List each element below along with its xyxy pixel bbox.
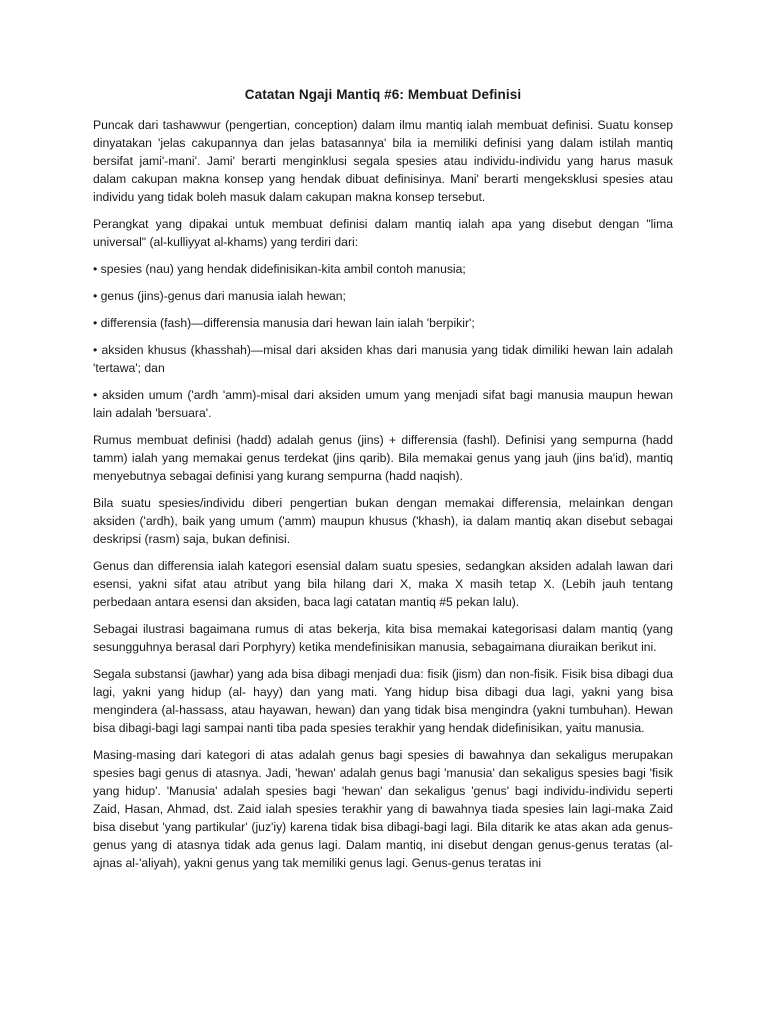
bullet-differensia: • differensia (fash)—differensia manusia dari hewan lain ialah 'berpikir'; (93, 316, 475, 330)
bullet-aksiden-umum: • aksiden umum ('ardh 'amm)-misal dari aksiden umum yang menjadi sifat bagi manusia maupun hewan lain adalah 'bersuara'. (93, 388, 673, 420)
paragraph-ilustrasi: Sebagai ilustrasi bagaimana rumus di atas bekerja, kita bisa memakai kategorisasi dalam mantiq (yang sesungguhnya berasal dari Porphyry) ketika mendefinisikan manusia, sebagaimana diuraikan berikut ini. (93, 622, 673, 654)
bullet-aksiden-khusus: • aksiden khusus (khasshah)—misal dari aksiden khas dari manusia yang tidak dimiliki hewan lain adalah 'tertawa'; dan (93, 343, 673, 375)
paragraph-substansi: Segala substansi (jawhar) yang ada bisa dibagi menjadi dua: fisik (jism) dan non-fisik. Fisik bisa dibagi dua lagi, yakni yang hidup (al- hayy) dan yang mati. Yang hidup bisa dibagi dua lagi, yakni yang bisa mengindera (al-hassass, atau hayawan, hewan) dan yang tidak bisa mengindra (yakni tumbuhan). Hewan bisa dibagi-bagi lagi sampai nanti tiba pada spesies terakhir yang hendak didefinisikan, yaitu manusia. (93, 667, 673, 735)
bullet-spesies: • spesies (nau) yang hendak didefinisikan-kita ambil contoh manusia; (93, 262, 466, 276)
document-page (93, 86, 673, 881)
document-title: Catatan Ngaji Mantiq #6: Membuat Definisi (244, 87, 522, 102)
paragraph-rumus: Rumus membuat definisi (hadd) adalah genus (jins) + differensia (fashl). Definisi yang sempurna (hadd tamm) ialah yang memakai genus terdekat (jins qarib). Bila memakai genus yang jauh (jins ba'id), mantiq menyebutnya sebagai definisi yang kurang sempurna (hadd naqish). (93, 433, 673, 483)
paragraph-intro: Puncak dari tashawwur (pengertian, conception) dalam ilmu mantiq ialah membuat definisi. Suatu konsep dinyatakan 'jelas cakupannya dan jelas batasannya' bila ia memiliki definisi yang dalam istilah mantiq bersifat jami'-mani'. Jami' berarti menginklusi segala spesies atau individu-individu yang harus masuk dalam cakupan makna konsep yang hendak dibuat definisinya. Mani' berarti mengeksklusi spesies atau individu yang tidak boleh masuk dalam cakupan makna konsep tersebut. (93, 118, 673, 204)
paragraph-esensi: Genus dan differensia ialah kategori esensial dalam suatu spesies, sedangkan aksiden adalah lawan dari esensi, yakni sifat atau atribut yang bila hilang dari X, maka X masih tetap X. (Lebih jauh tentang perbedaan antara esensi dan aksiden, baca lagi catatan mantiq #5 pekan lalu). (93, 559, 673, 609)
paragraph-kategori: Masing-masing dari kategori di atas adalah genus bagi spesies di bawahnya dan sekaligus merupakan spesies bagi genus di atasnya. Jadi, 'hewan' adalah genus bagi 'manusia' dan sekaligus spesies bagi 'fisik yang hidup'. 'Manusia' adalah spesies bagi 'hewan' dan sekaligus 'genus' bagi individu-individu seperti Zaid, Hasan, Ahmad, dst. Zaid ialah spesies terakhir yang di bawahnya tiada spesies lain lagi-maka Zaid bisa disebut 'yang partikular' (juz'iy) karena tidak bisa dibagi-bagi lagi. Bila ditarik ke atas akan ada genus-genus yang di atasnya tidak ada genus lagi. Dalam mantiq, ini disebut dengan genus-genus teratas (al-ajnas al-'aliyah), yakni genus yang tak memiliki genus lagi. Genus-genus teratas ini (93, 748, 673, 870)
bullet-genus: • genus (jins)-genus dari manusia ialah hewan; (93, 289, 346, 303)
paragraph-lima-universal: Perangkat yang dipakai untuk membuat definisi dalam mantiq ialah apa yang disebut dengan "lima universal" (al-kulliyyat al-khams) yang terdiri dari: (93, 217, 673, 249)
paragraph-deskripsi: Bila suatu spesies/individu diberi pengertian bukan dengan memakai differensia, melainkan dengan aksiden ('ardh), baik yang umum ('amm) maupun khusus ('khash), ia dalam mantiq akan disebut sebagai deskripsi (rasm) saja, bukan definisi. (93, 496, 673, 546)
